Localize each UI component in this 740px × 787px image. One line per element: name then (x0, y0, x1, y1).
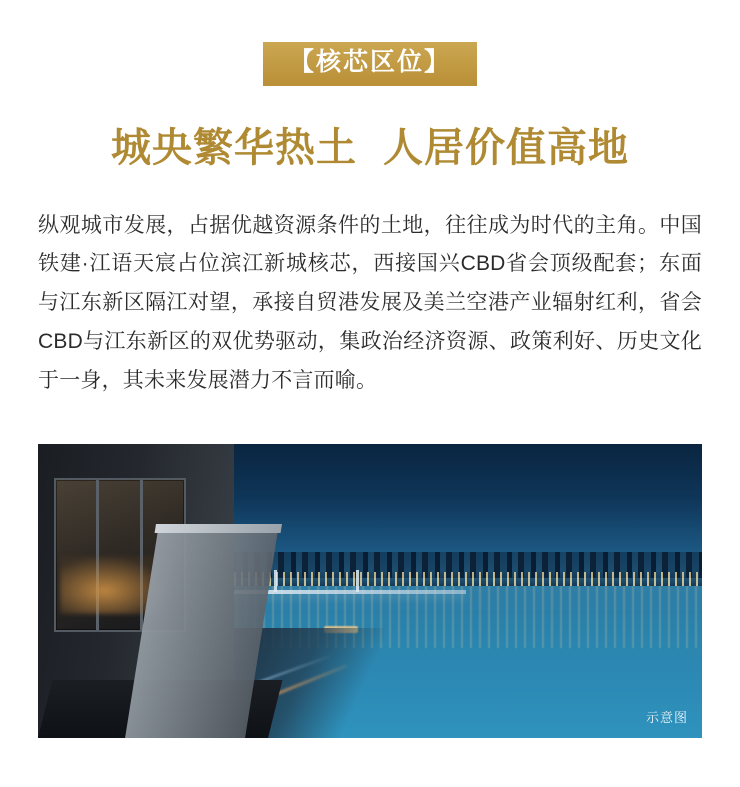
balcony-railing-handrail (155, 524, 282, 533)
bridge-pylon-right (356, 570, 359, 592)
page-title-right: 人居价值高地 (383, 125, 629, 170)
body-paragraph: 纵观城市发展，占据优越资源条件的土地，往往成为时代的主角。中国铁建·江语天宸占位滨江新城核芯，西接国兴CBD省会顶级配套；东面与江东新区隔江对望，承接自贸港发展及美兰空港产业辐射红利，省会CBD与江东新区的双优势驱动，集政治经济资源、政策利好、历史文化于一身，其未来发展潜力不言而喻。 (38, 213, 702, 392)
page-title (0, 116, 740, 173)
hero-photo (38, 444, 702, 738)
photo-caption: 示意图 (645, 710, 688, 725)
photo-canvas (38, 444, 702, 738)
bridge-pylon-left (274, 570, 277, 592)
page-title-left: 城央繁华热土 (111, 125, 357, 170)
section-badge-row (0, 0, 740, 86)
section-badge: 【核芯区位】 (263, 42, 477, 86)
